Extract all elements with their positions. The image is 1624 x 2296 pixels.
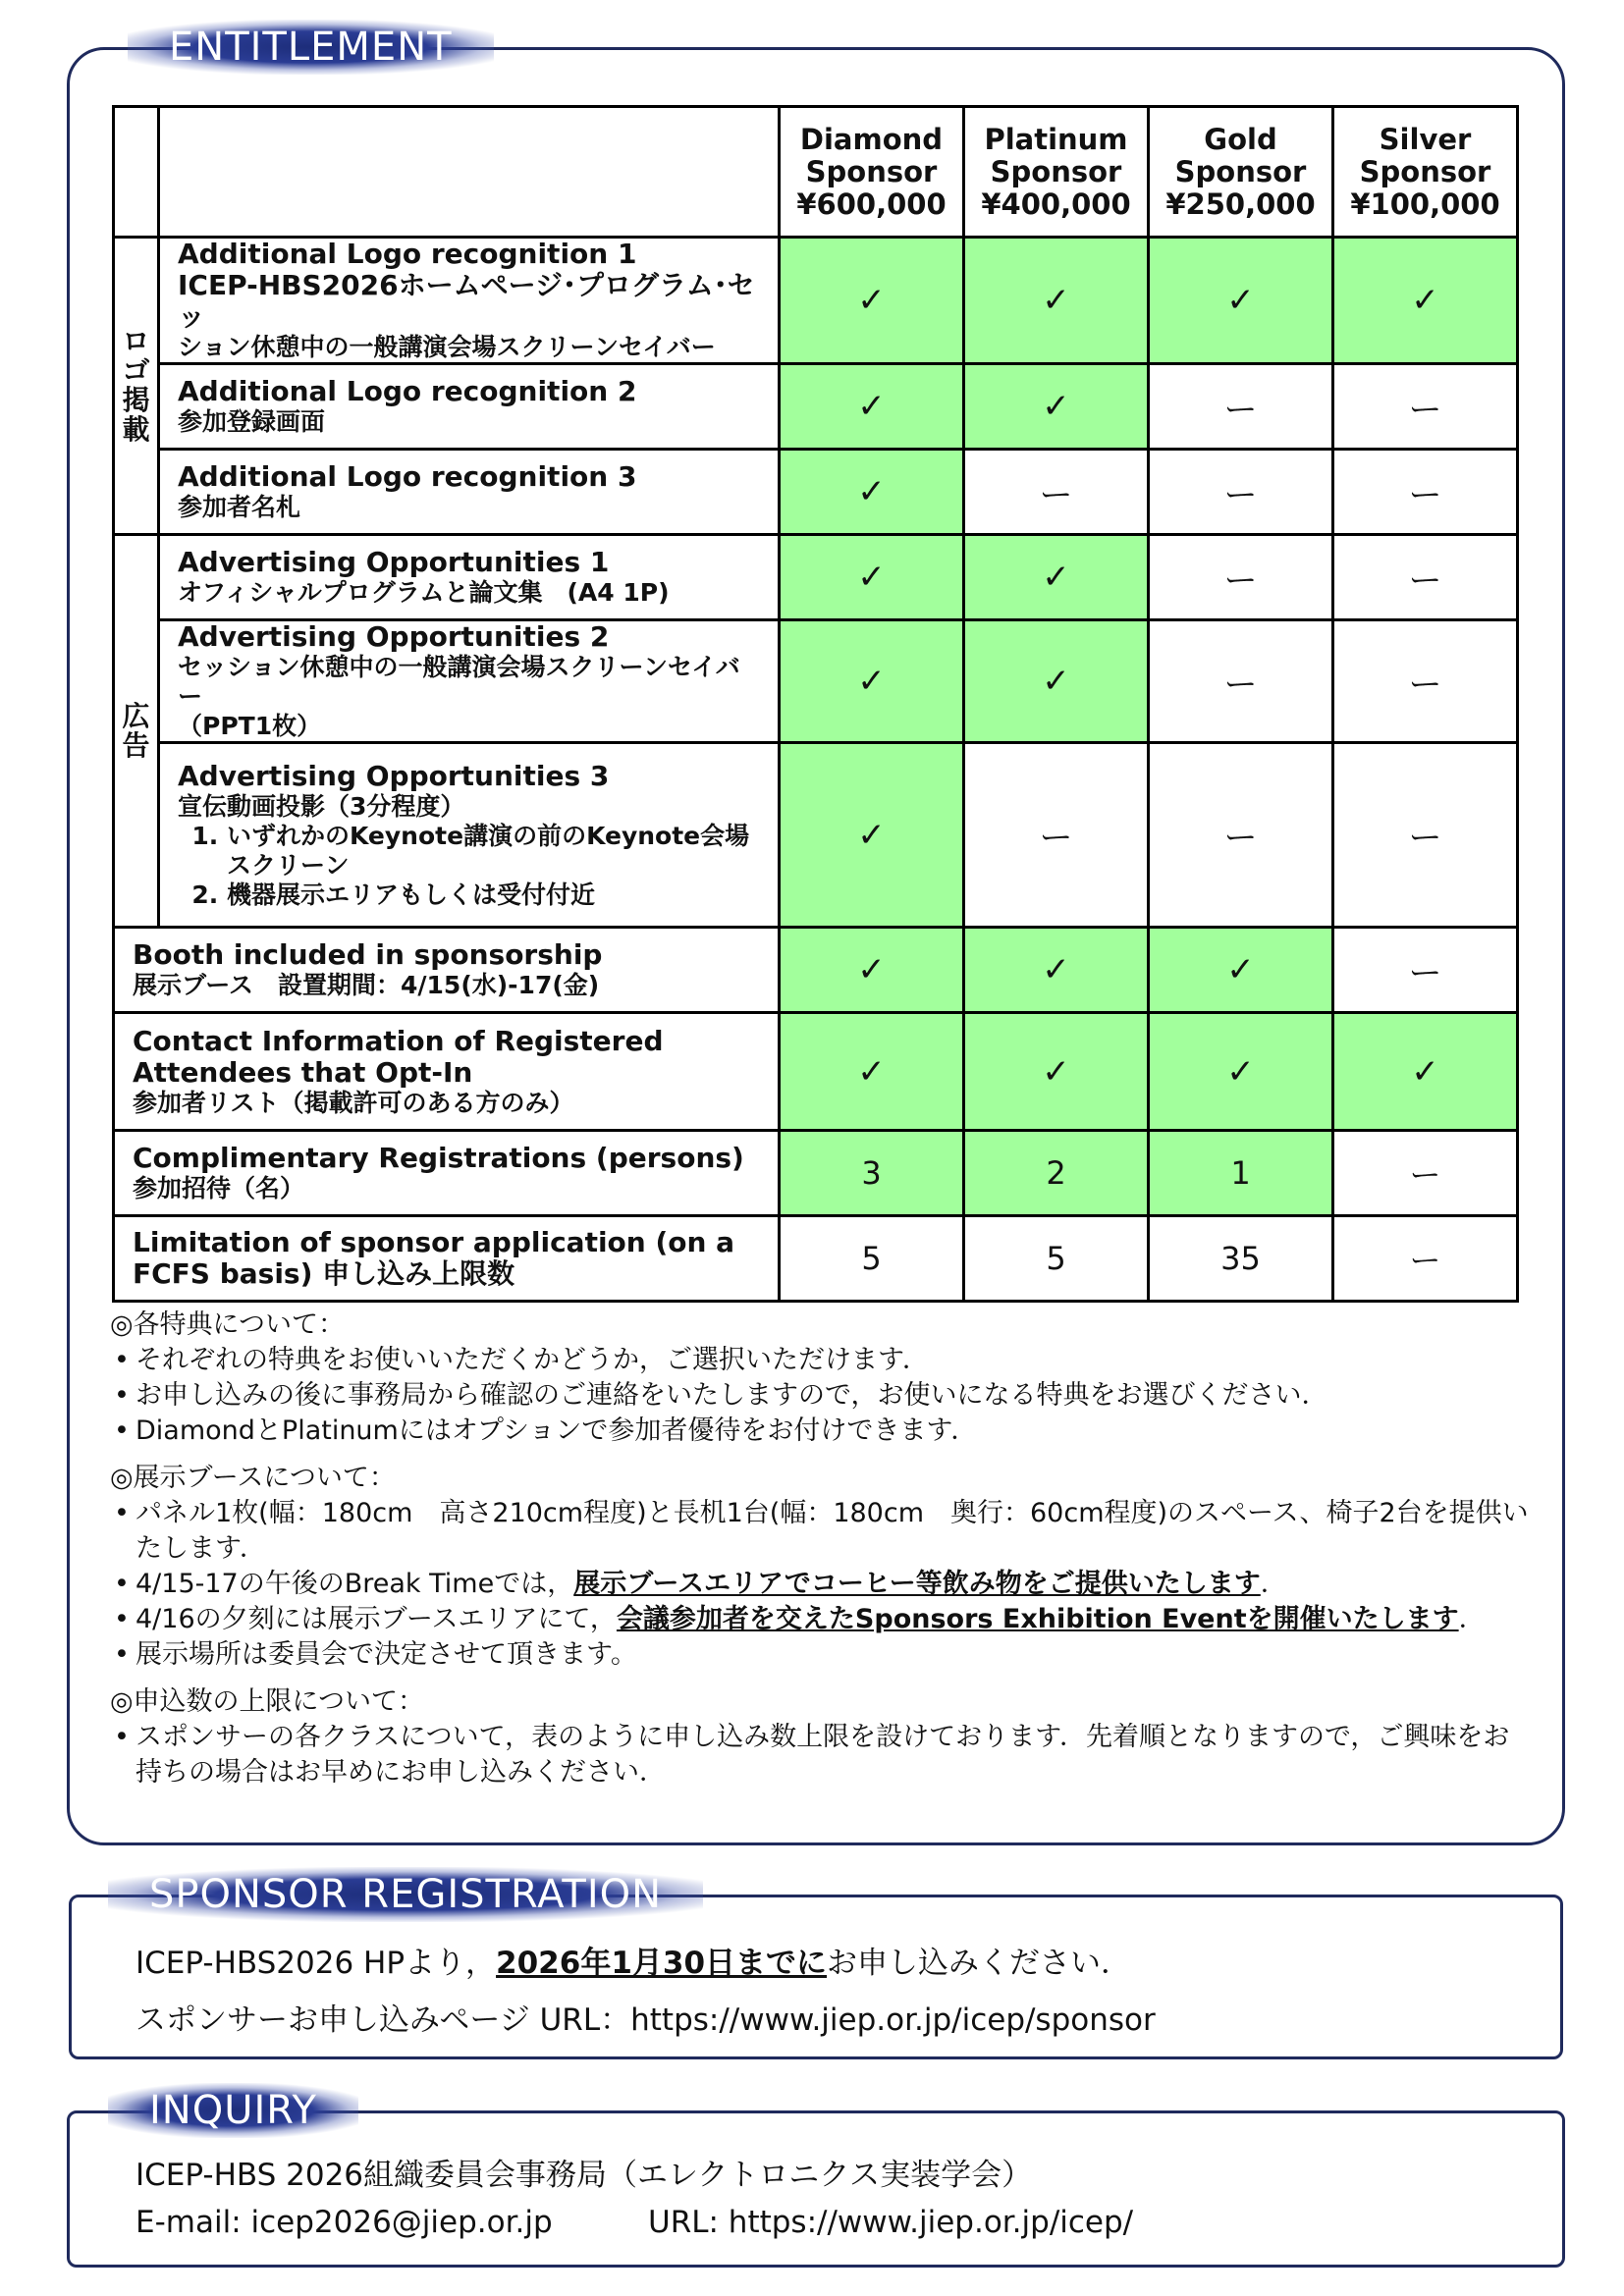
cell-gold: ー [1149, 364, 1333, 450]
cell-diamond: ✓ [780, 535, 964, 620]
cell-gold: ✓ [1149, 928, 1333, 1013]
cell-platinum: ✓ [964, 928, 1149, 1013]
table-row [114, 1131, 1518, 1216]
entitlement-notes [110, 1308, 1534, 1790]
header-blank-cell [159, 107, 780, 238]
notes-heading-benefits: ◎各特典について： [110, 1309, 346, 1340]
cell-silver: ー [1333, 1216, 1518, 1302]
note-item: • パネル1枚(幅：180cm 高さ210cm程度)と長机1台(幅：180cm 奥行：60cm程度)のスペース、椅子2台を提供いたします． [110, 1496, 1534, 1567]
row-label: Additional Logo recognition 3 参加者名札 [159, 450, 780, 535]
cell-gold: 1 [1149, 1131, 1333, 1216]
cell-gold: ー [1149, 743, 1333, 928]
cell-diamond: ✓ [780, 743, 964, 928]
cell-gold: ー [1149, 450, 1333, 535]
table-row [114, 450, 1518, 535]
cell-platinum: ー [964, 450, 1149, 535]
cell-platinum: ✓ [964, 364, 1149, 450]
entitlement-title: ENTITLEMENT [128, 20, 494, 75]
cell-gold: ー [1149, 620, 1333, 743]
note-item: • 4/15-17の午後のBreak Timeでは，展示ブースエリアでコーヒー等飲み物をご提供いたします． [110, 1567, 1534, 1602]
cell-platinum: ✓ [964, 1013, 1149, 1131]
cell-platinum: ✓ [964, 238, 1149, 364]
cell-platinum: 5 [964, 1216, 1149, 1302]
cell-silver: ー [1333, 450, 1518, 535]
notes-heading-booth: ◎展示ブースについて： [110, 1463, 396, 1493]
cell-gold: ✓ [1149, 238, 1333, 364]
row-label: Additional Logo recognition 1 ICEP-HBS2026ホームページ･プログラム･セッ ション休憩中の一般講演会場スクリーンセイバー [159, 238, 780, 364]
inquiry-title: INQUIRY [108, 2083, 358, 2138]
category-logo: ロ ゴ 掲 載 [114, 238, 159, 535]
header-diamond: Diamond Sponsor ¥600,000 [780, 107, 964, 238]
row-label: Advertising Opportunities 1 オフィシャルプログラムと論文集 (A4 1P) [159, 535, 780, 620]
table-row [114, 1013, 1518, 1131]
cell-diamond: 3 [780, 1131, 964, 1216]
cell-gold: ✓ [1149, 1013, 1333, 1131]
cell-platinum: ✓ [964, 535, 1149, 620]
cell-silver: ー [1333, 743, 1518, 928]
row-label: Advertising Opportunities 3 宣伝動画投影（3分程度） 1. いずれかのKeynote講演の前のKeynote会場スクリーン 2. 機器展示エリアもしくは受付付近 [159, 743, 780, 928]
cell-silver: ー [1333, 620, 1518, 743]
corner-cell [114, 107, 159, 238]
cell-gold: 35 [1149, 1216, 1333, 1302]
row-label: Booth included in sponsorship 展示ブース 設置期間：4/15(水)-17(金) [114, 928, 780, 1013]
header-gold: Gold Sponsor ¥250,000 [1149, 107, 1333, 238]
cell-platinum: 2 [964, 1131, 1149, 1216]
header-platinum: Platinum Sponsor ¥400,000 [964, 107, 1149, 238]
table-row [114, 1216, 1518, 1302]
registration-deadline: ICEP-HBS2026 HPより，2026年1月30日までにお申し込みください． [135, 1946, 1132, 1981]
cell-silver: ー [1333, 364, 1518, 450]
note-item: • それぞれの特典をお使いいただくかどうか，ご選択いただけます． [110, 1343, 1534, 1378]
table-row [114, 928, 1518, 1013]
note-item: • 4/16の夕刻には展示ブースエリアにて，会議参加者を交えたSponsors Exhibition Eventを開催いたします． [110, 1602, 1534, 1637]
cell-silver: ✓ [1333, 1013, 1518, 1131]
category-ad: 広 告 [114, 535, 159, 928]
cell-silver: ✓ [1333, 238, 1518, 364]
table-row [114, 364, 1518, 450]
table-row [114, 238, 1518, 364]
row-label: Complimentary Registrations (persons) 参加招待（名） [114, 1131, 780, 1216]
cell-gold: ー [1149, 535, 1333, 620]
cell-diamond: ✓ [780, 364, 964, 450]
row-label: Limitation of sponsor application (on a FCFS basis) 申し込み上限数 [114, 1216, 780, 1302]
cell-silver: ー [1333, 928, 1518, 1013]
cell-diamond: 5 [780, 1216, 964, 1302]
note-item: • お申し込みの後に事務局から確認のご連絡をいたしますので，お使いになる特典をお選びください． [110, 1378, 1534, 1414]
table-row [114, 535, 1518, 620]
inquiry-organization: ICEP-HBS 2026組織委員会事務局（エレクトロニクス実装学会） [135, 2158, 1033, 2193]
row-label: Advertising Opportunities 2 セッション休憩中の一般講演会場スクリーンセイバー （PPT1枚） [159, 620, 780, 743]
inquiry-email[interactable]: E-mail: icep2026@jiep.or.jp [135, 2205, 553, 2240]
table-header-row [114, 107, 1518, 238]
row-label: Additional Logo recognition 2 参加登録画面 [159, 364, 780, 450]
registration-title: SPONSOR REGISTRATION [108, 1867, 703, 1922]
cell-diamond: ✓ [780, 238, 964, 364]
cell-silver: ー [1333, 1131, 1518, 1216]
cell-silver: ー [1333, 535, 1518, 620]
note-item: • 展示場所は委員会で決定させて頂きます。 [110, 1637, 1534, 1673]
cell-diamond: ✓ [780, 450, 964, 535]
cell-diamond: ✓ [780, 620, 964, 743]
cell-platinum: ー [964, 743, 1149, 928]
notes-heading-limit: ◎申込数の上限について： [110, 1686, 425, 1717]
inquiry-url[interactable]: URL: https://www.jiep.or.jp/icep/ [648, 2205, 1134, 2240]
cell-diamond: ✓ [780, 928, 964, 1013]
header-silver: Silver Sponsor ¥100,000 [1333, 107, 1518, 238]
note-item: • スポンサーの各クラスについて，表のように申し込み数上限を設けております．先着順となりますので，ご興味をお持ちの場合はお早めにお申し込みください． [110, 1720, 1534, 1790]
registration-url[interactable]: スポンサーお申し込みページ URL：https://www.jiep.or.jp/icep/sponsor [135, 2002, 1156, 2038]
note-item: • DiamondとPlatinumにはオプションで参加者優待をお付けできます． [110, 1414, 1534, 1449]
cell-diamond: ✓ [780, 1013, 964, 1131]
table-row [114, 620, 1518, 743]
row-label: Contact Information of Registered Attendees that Opt-In 参加者リスト（掲載許可のある方のみ） [114, 1013, 780, 1131]
cell-platinum: ✓ [964, 620, 1149, 743]
table-row [114, 743, 1518, 928]
entitlement-table [112, 105, 1519, 1303]
